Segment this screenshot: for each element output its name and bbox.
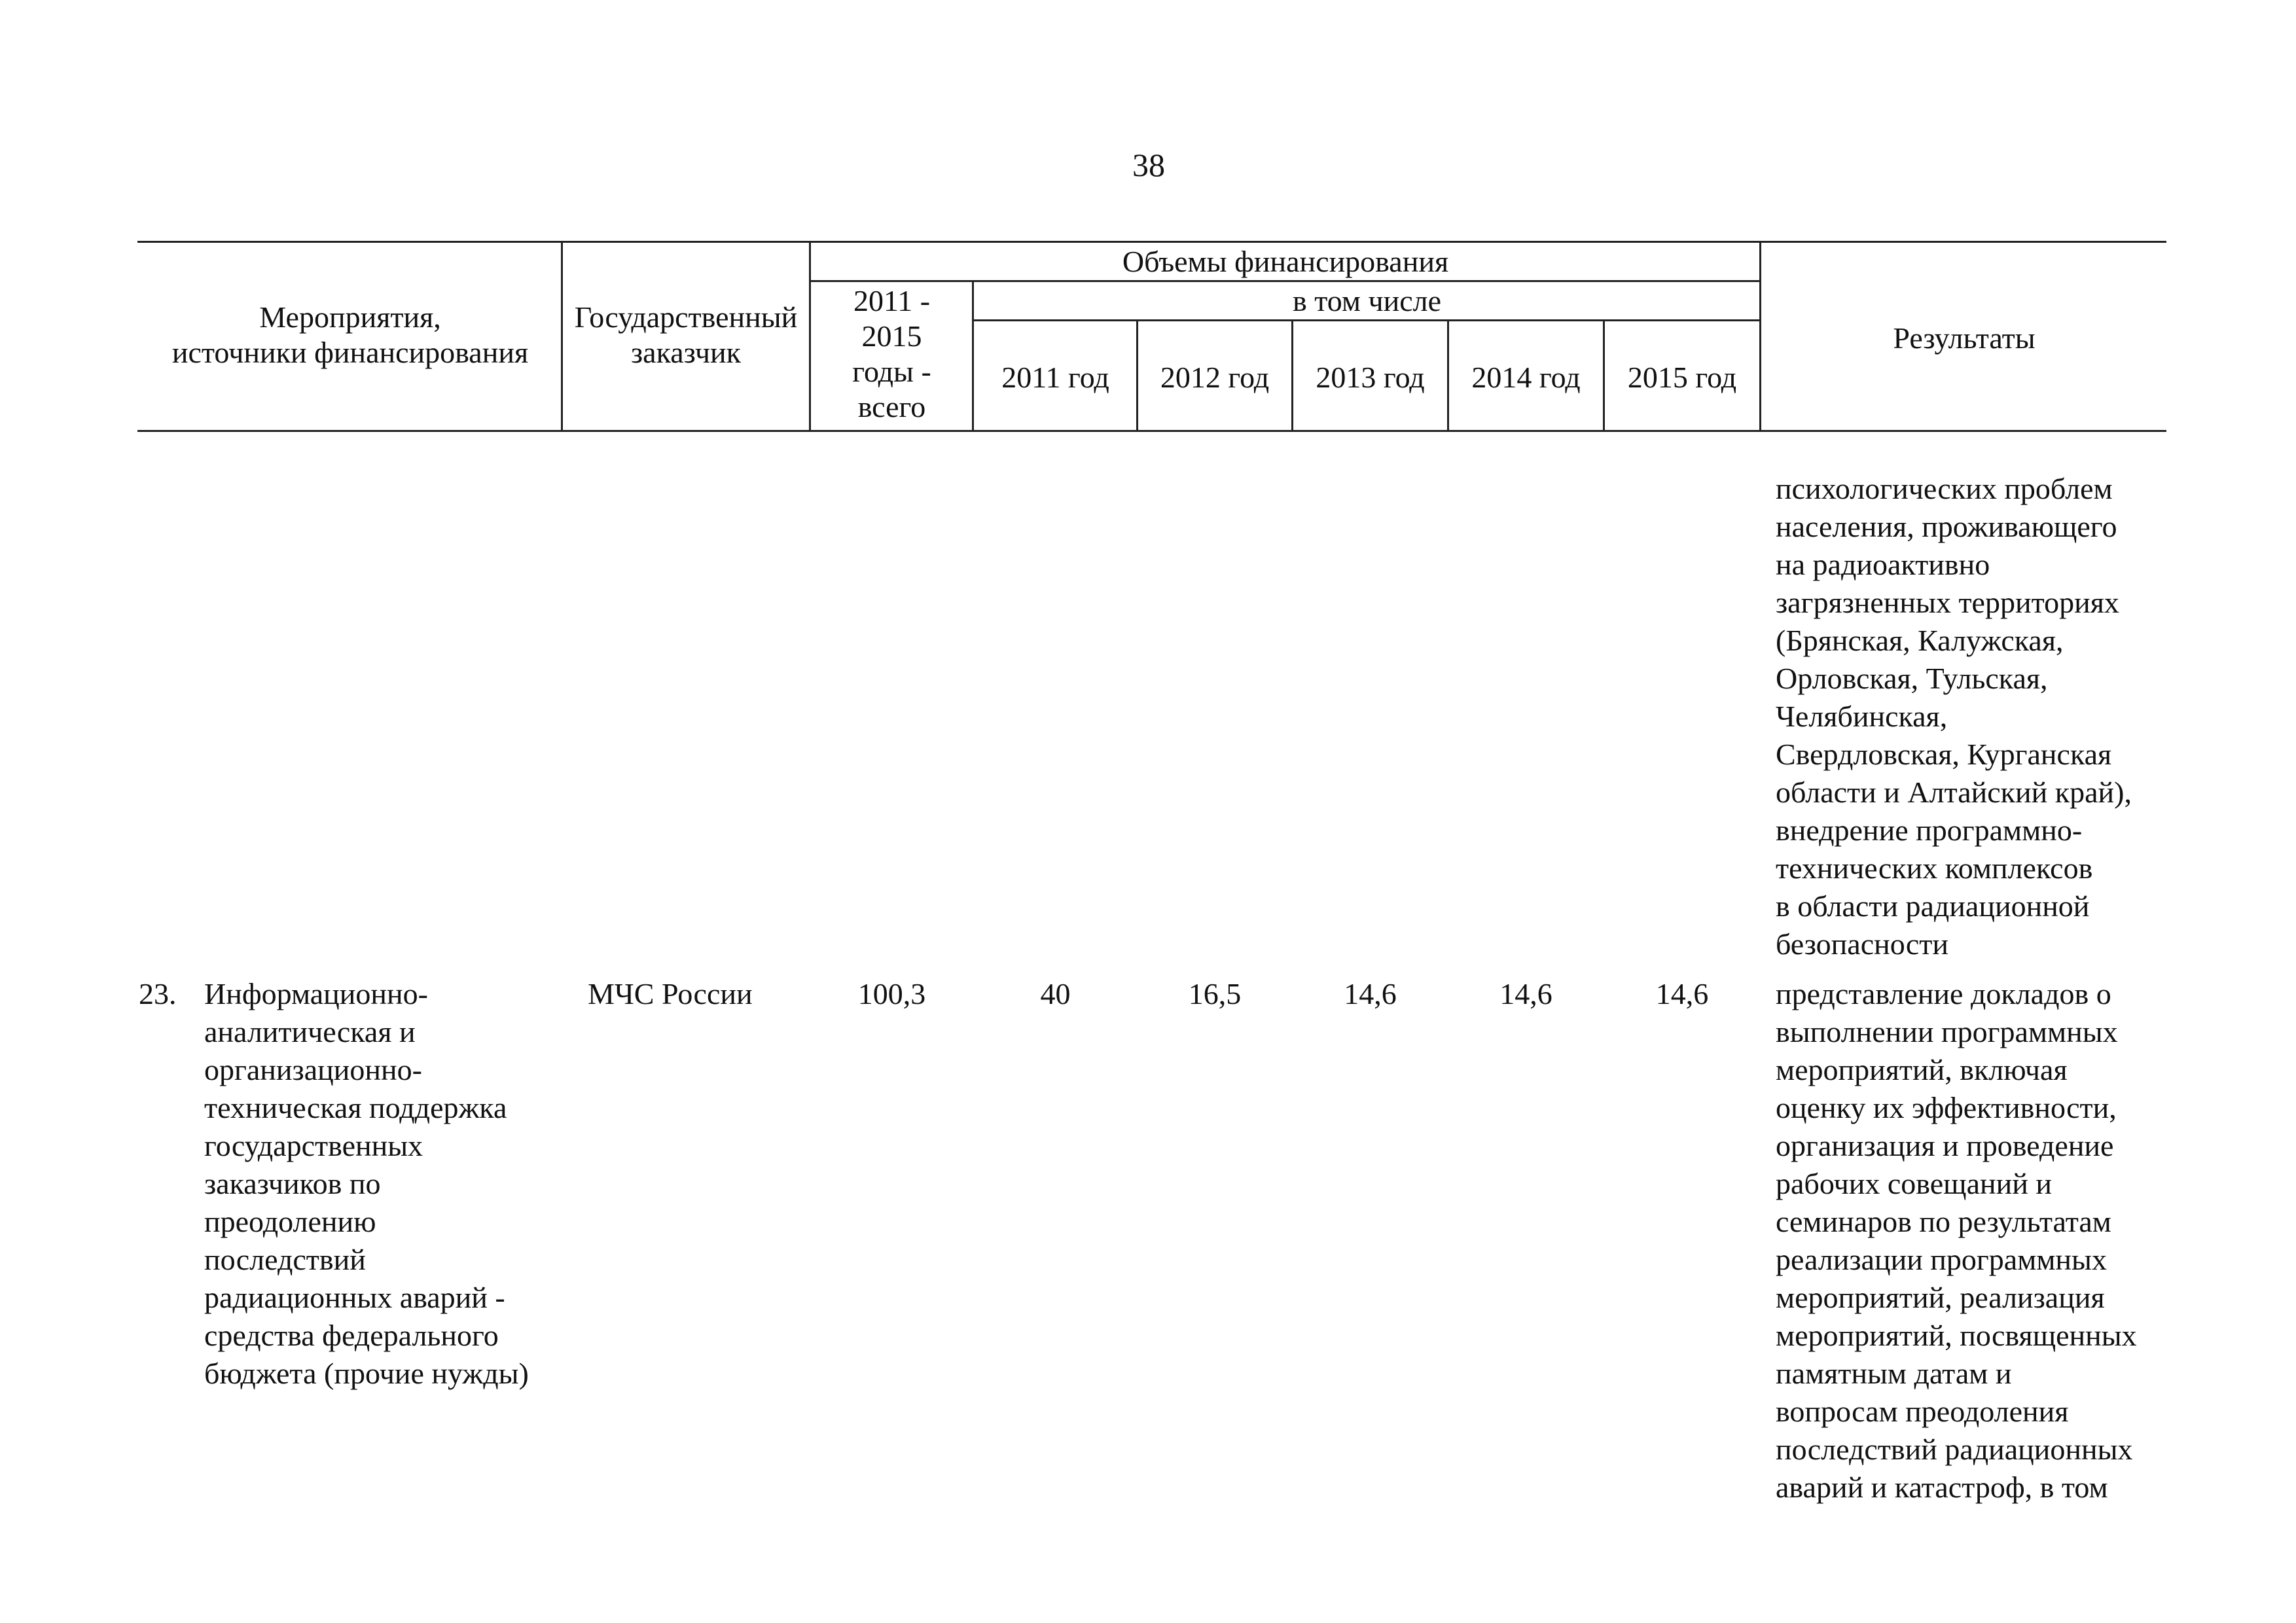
row-total: 100,3	[857, 977, 926, 1010]
funding-group-rule	[810, 280, 1761, 282]
continuation-results: психологических проблем населения, проживающего на радиоактивно загрязненных территориях (Брянская, Калужская, Орловская, Тульская, Челябинская, Свердловская, Курганская области и Алтайский край), внедрение программно- технических комплексов в области радиационной безопасности	[1776, 472, 2132, 961]
header-year-2014: 2014 год	[1471, 361, 1581, 394]
row-number: 23.	[139, 977, 177, 1010]
header-total: 2011 - 2015 годы - всего	[852, 284, 931, 423]
header-results: Результаты	[1893, 321, 2036, 355]
header-activity: Мероприятия, источники финансирования	[171, 300, 529, 369]
divider-total	[972, 280, 974, 432]
header-year-2012: 2012 год	[1160, 361, 1270, 394]
header-including: в том числе	[1293, 284, 1441, 317]
header-bottom-rule	[137, 430, 2166, 432]
divider-funding	[1759, 241, 1761, 432]
row-results: представление докладов о выполнении программных мероприятий, включая оценку их эффективности, организация и проведение рабочих совещаний и семинаров по результатам реализации программных мероприятий, реализация мероприятий, посвященных памятным датам и вопросам преодоления последствий радиационных аварий и катастроф, в том	[1776, 977, 2137, 1504]
including-group-rule	[973, 319, 1761, 321]
row-2015: 14,6	[1655, 977, 1709, 1010]
page-number: 38	[1132, 147, 1165, 183]
row-2011: 40	[1040, 977, 1071, 1010]
header-year-2011: 2011 год	[1001, 361, 1109, 394]
row-activity: Информационно- аналитическая и организационно- техническая поддержка государственных заказчиков по преодолению последствий радиационных аварий - средства федерального бюджета (прочие нужды)	[204, 977, 529, 1390]
divider-customer	[809, 241, 811, 432]
header-year-2013: 2013 год	[1316, 361, 1425, 394]
header-top-rule	[137, 241, 2166, 243]
row-2014: 14,6	[1499, 977, 1552, 1010]
header-year-2015: 2015 год	[1627, 361, 1737, 394]
header-funding-group: Объемы финансирования	[1122, 245, 1449, 278]
header-customer: Государственный заказчик	[574, 300, 798, 369]
row-customer: МЧС России	[588, 977, 753, 1010]
row-2013: 14,6	[1344, 977, 1397, 1010]
row-2012: 16,5	[1188, 977, 1242, 1010]
